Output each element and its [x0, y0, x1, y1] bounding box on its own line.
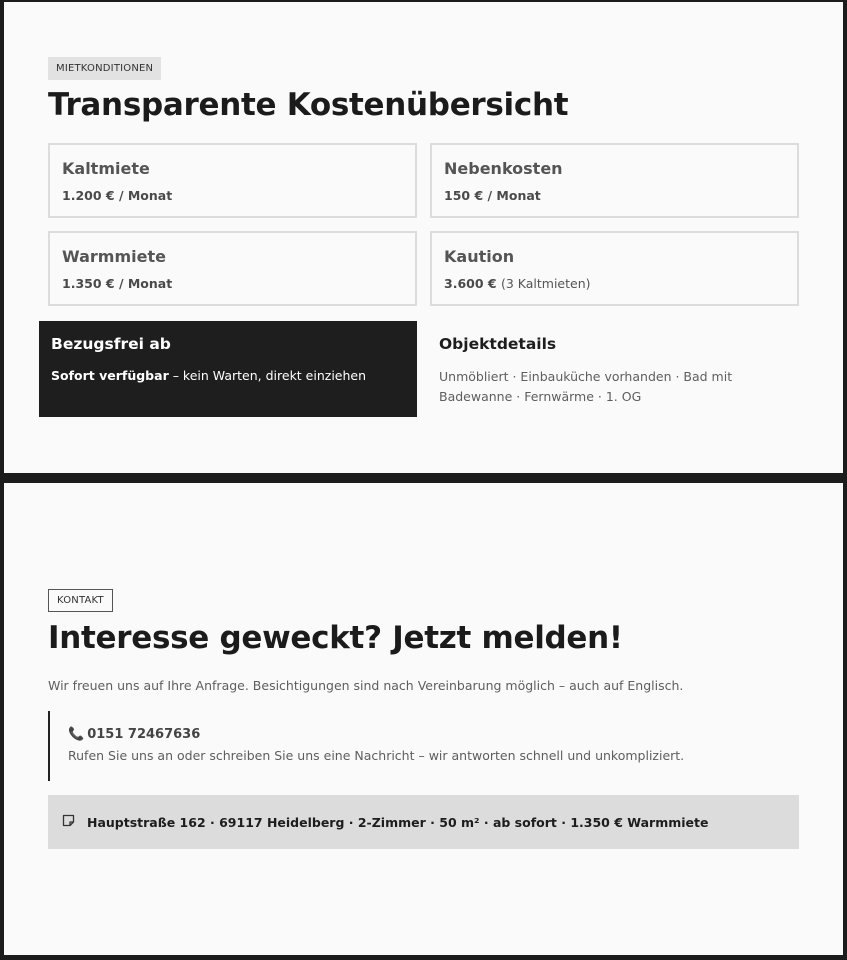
cost-card-title: Nebenkosten — [444, 159, 563, 178]
cost-card-kaution — [430, 231, 799, 306]
phone-link[interactable] — [68, 727, 788, 742]
note-icon — [62, 814, 75, 831]
cost-card-title: Warmmiete — [62, 247, 166, 266]
phone-icon: 📞 — [68, 727, 85, 742]
cost-card-note: (3 Kaltmieten) — [500, 276, 591, 291]
rental-conditions-section — [4, 2, 843, 473]
cost-card-title: Kaution — [444, 247, 515, 266]
section-tag: KONTAKT — [48, 589, 113, 612]
listing-summary — [48, 795, 799, 849]
move-in-title: Bezugsfrei ab — [51, 335, 171, 353]
section-title: Transparente Kostenübersicht — [48, 87, 569, 123]
cost-card-value: 1.200 € / Monat — [62, 188, 173, 203]
move-in-text: Sofort verfügbar – kein Warten, direkt einziehen — [51, 368, 367, 383]
move-in-box — [39, 321, 417, 417]
listing-summary-text: Hauptstraße 162 · 69117 Heidelberg · 2-Zimmer · 50 m² · ab sofort · 1.350 € Warmmiete — [87, 814, 709, 830]
contact-text: Rufen Sie uns an oder schreiben Sie uns eine Nachricht – wir antworten schnell und unkompliziert. — [68, 748, 685, 763]
property-details-title: Objektdetails — [439, 335, 557, 353]
cost-card-warmmiete — [48, 231, 417, 306]
property-details-text: Unmöbliert · Einbauküche vorhanden · Bad mit Badewanne · Fernwärme · 1. OG — [439, 369, 733, 404]
property-details — [439, 335, 809, 407]
phone-number: 0151 72467636 — [87, 727, 201, 742]
cost-card-title: Kaltmiete — [62, 159, 150, 178]
cost-card-value: 150 € / Monat — [444, 188, 541, 203]
contact-section — [4, 483, 843, 955]
cost-card-value: 3.600 € (3 Kaltmieten) — [444, 276, 591, 291]
contact-info — [48, 711, 788, 781]
section-title: Interesse geweckt? Jetzt melden! — [48, 620, 623, 656]
cost-card-nebenkosten — [430, 143, 799, 218]
section-tag: MIETKONDITIONEN — [48, 57, 161, 80]
move-in-highlight: Sofort verfügbar — [51, 368, 169, 383]
cost-card-value: 1.350 € / Monat — [62, 276, 173, 291]
cost-card-kaltmiete — [48, 143, 417, 218]
contact-intro: Wir freuen uns auf Ihre Anfrage. Besichtigungen sind nach Vereinbarung möglich – auch auf Englisch. — [48, 678, 684, 693]
